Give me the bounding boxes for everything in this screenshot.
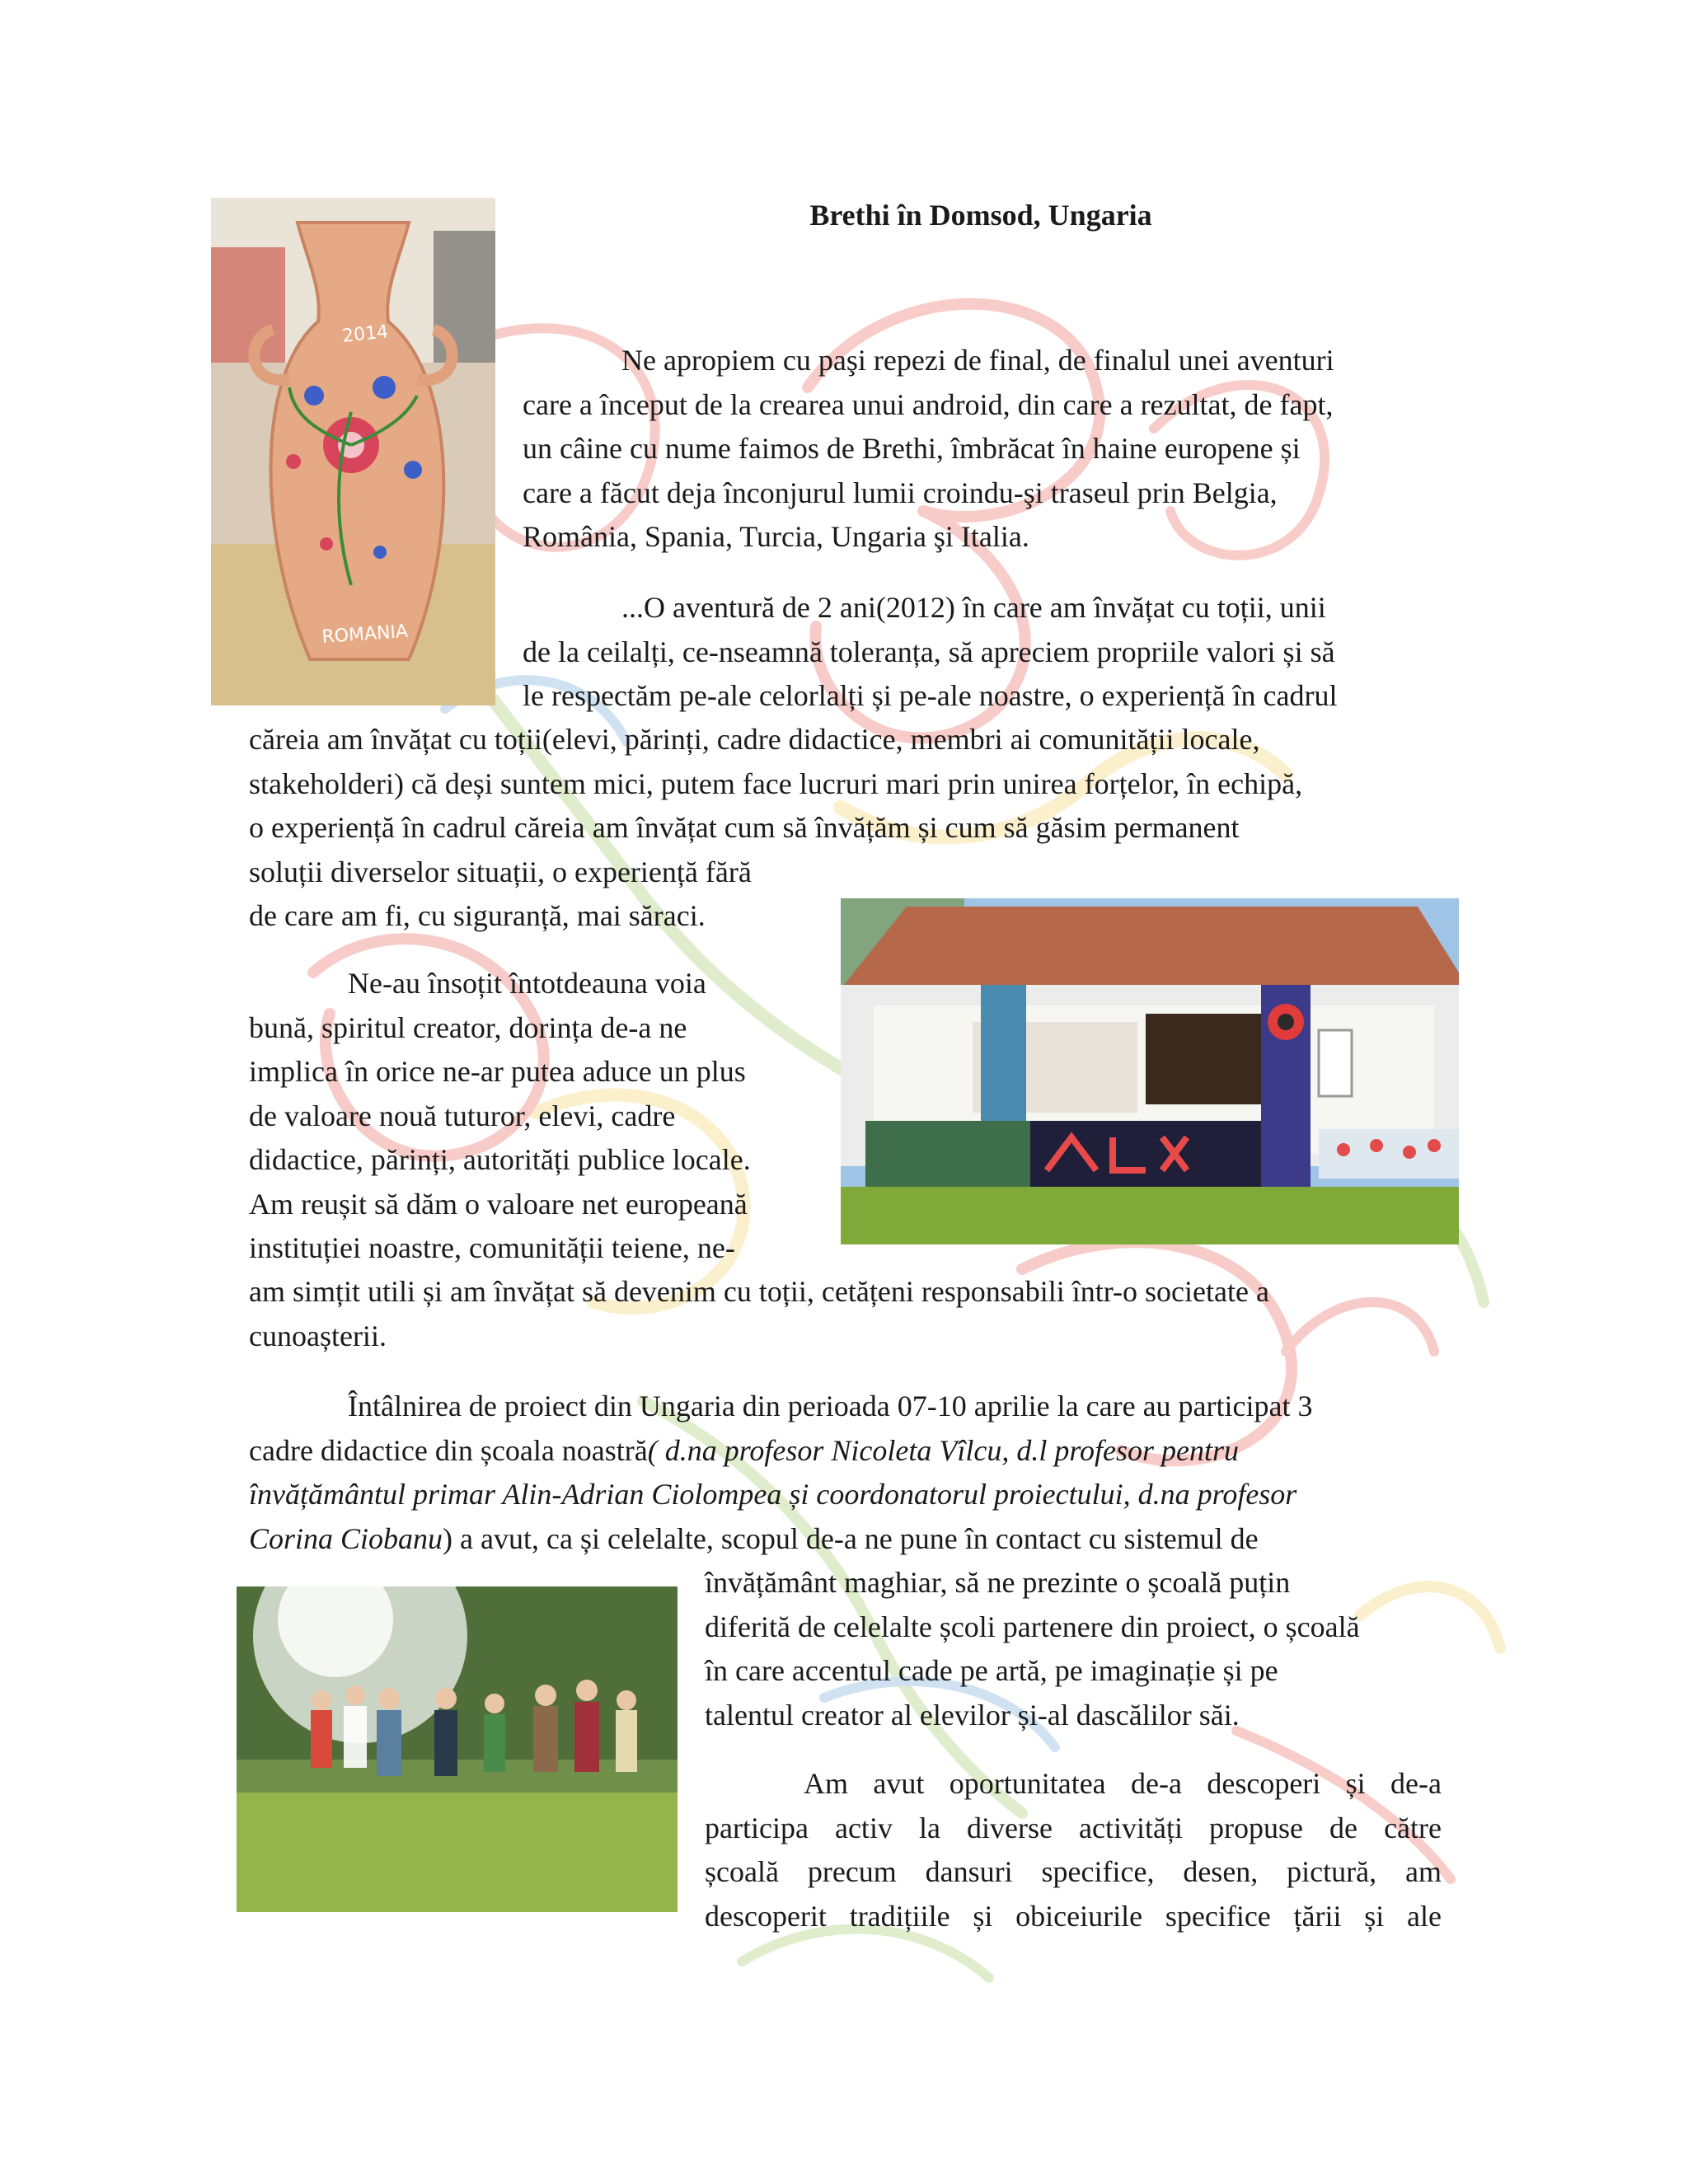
vase-photo bbox=[211, 198, 495, 705]
text-line: bună, spiritul creator, dorința de-a ne bbox=[249, 1010, 687, 1044]
text-line: le respectăm pe-ale celorlalți și pe-ale noastre, o experiență în cadrul bbox=[523, 679, 1338, 712]
vase-year-text: 2014 bbox=[341, 321, 390, 347]
paragraph-spirit-full bbox=[249, 1270, 1436, 1358]
text-line: soluții diverselor situații, o experiență fără bbox=[249, 855, 752, 888]
text-line: Întâlnirea de proiect din Ungaria din perioada 07-10 aprilie la care au participat 3 bbox=[348, 1390, 1313, 1422]
text-italic: Corina Ciobanu bbox=[249, 1521, 443, 1555]
text-normal: cadre didactice din școala noastră bbox=[249, 1433, 648, 1467]
text-italic: învățământul primar Alin-Adrian Ciolompea și coordonatorul proiectului, d.na profesor bbox=[249, 1478, 1297, 1511]
school-building-photo bbox=[841, 898, 1459, 1244]
text-line: de valoare nouă tuturor, elevi, cadre bbox=[249, 1099, 676, 1132]
text-line: o experiență în cadrul căreia am învățat cum să învățăm și cum să găsim permanent bbox=[249, 811, 1240, 844]
paragraph-activities bbox=[705, 1762, 1442, 1938]
text-line: Ne-au însoțit întotdeauna voia bbox=[348, 967, 706, 1000]
text-line: Am reușit să dăm o valoare net europeană bbox=[249, 1187, 748, 1221]
paragraph-meeting-right bbox=[705, 1561, 1447, 1737]
text-line: didactice, părinți, autorități publice locale. bbox=[249, 1143, 751, 1176]
text-line: România, Spania, Turcia, Ungaria şi Italia. bbox=[523, 520, 1029, 553]
text-line: ...O aventură de 2 ani(2012) în care am învățat cu toții, unii bbox=[621, 591, 1326, 624]
text-line: în care accentul cade pe artă, pe imaginație și pe bbox=[705, 1654, 1278, 1687]
vase-country-text: ROMANIA bbox=[321, 621, 409, 648]
text-line: participa activ la diverse activități propuse de către bbox=[705, 1811, 1442, 1844]
text-italic: ( d.na profesor Nicoleta Vîlcu, d.l profesor pentru bbox=[647, 1433, 1240, 1467]
text-line: căreia am învățat cu toții(elevi, părinți, cadre didactice, membri ai comunității locale, bbox=[249, 723, 1260, 756]
text-line: stakeholderi) că deși suntem mici, putem face lucruri mari prin unirea forțelor, în echipă, bbox=[249, 766, 1303, 800]
text-line bbox=[249, 1517, 1452, 1562]
text-line: Am avut oportunitatea de-a descoperi și de-a bbox=[804, 1767, 1442, 1800]
text-normal: ) a avut, ca și celelalte, scopul de-a ne pune în contact cu sistemul de bbox=[443, 1521, 1259, 1555]
paragraph-spirit bbox=[249, 962, 826, 1271]
text-line: implica în orice ne-ar putea aduce un plus bbox=[249, 1055, 746, 1088]
text-line: descoperit tradițiile și obiceiurile specifice țării și ale bbox=[705, 1899, 1442, 1933]
text-line: școală precum dansuri specifice, desen, pictură, am bbox=[705, 1855, 1442, 1888]
text-line: învățământ maghiar, să ne prezinte o școală puțin bbox=[705, 1566, 1291, 1599]
paragraph-adventure-full bbox=[249, 718, 1436, 939]
text-line: care a început de la crearea unui android, din care a rezultat, de fapt, bbox=[523, 387, 1334, 421]
text-line: Ne apropiem cu paşi repezi de final, de finalul unei aventuri bbox=[621, 344, 1334, 377]
paragraph-adventure-top bbox=[523, 586, 1429, 719]
text-line bbox=[249, 1473, 1452, 1517]
text-line: un câine cu nume faimos de Brethi, îmbrăcat în haine europene și bbox=[523, 432, 1301, 465]
text-line: diferită de celelalte școli partenere din proiect, o școală bbox=[705, 1610, 1360, 1643]
text-line bbox=[249, 1429, 1452, 1474]
paragraph-meeting bbox=[249, 1385, 1452, 1561]
page-title: Brethi în Domsod, Ungaria bbox=[809, 199, 1152, 232]
text-line: care a făcut deja înconjurul lumii croindu-şi traseul prin Belgia, bbox=[523, 476, 1278, 509]
text-line: instituției noastre, comunității teiene, ne- bbox=[249, 1231, 735, 1264]
group-photo bbox=[237, 1586, 678, 1912]
text-line: de care am fi, cu siguranță, mai săraci. bbox=[249, 899, 706, 932]
text-line: talentul creator al elevilor și-al dascălilor săi. bbox=[705, 1698, 1240, 1732]
paragraph-intro bbox=[523, 339, 1421, 560]
text-line: am simțit utili și am învățat să devenim cu toții, cetățeni responsabili într-o societate a bbox=[249, 1275, 1269, 1308]
text-line: cunoașterii. bbox=[249, 1319, 387, 1352]
text-line: de la ceilalți, ce-nseamnă toleranța, să apreciem propriile valori și să bbox=[523, 635, 1335, 668]
